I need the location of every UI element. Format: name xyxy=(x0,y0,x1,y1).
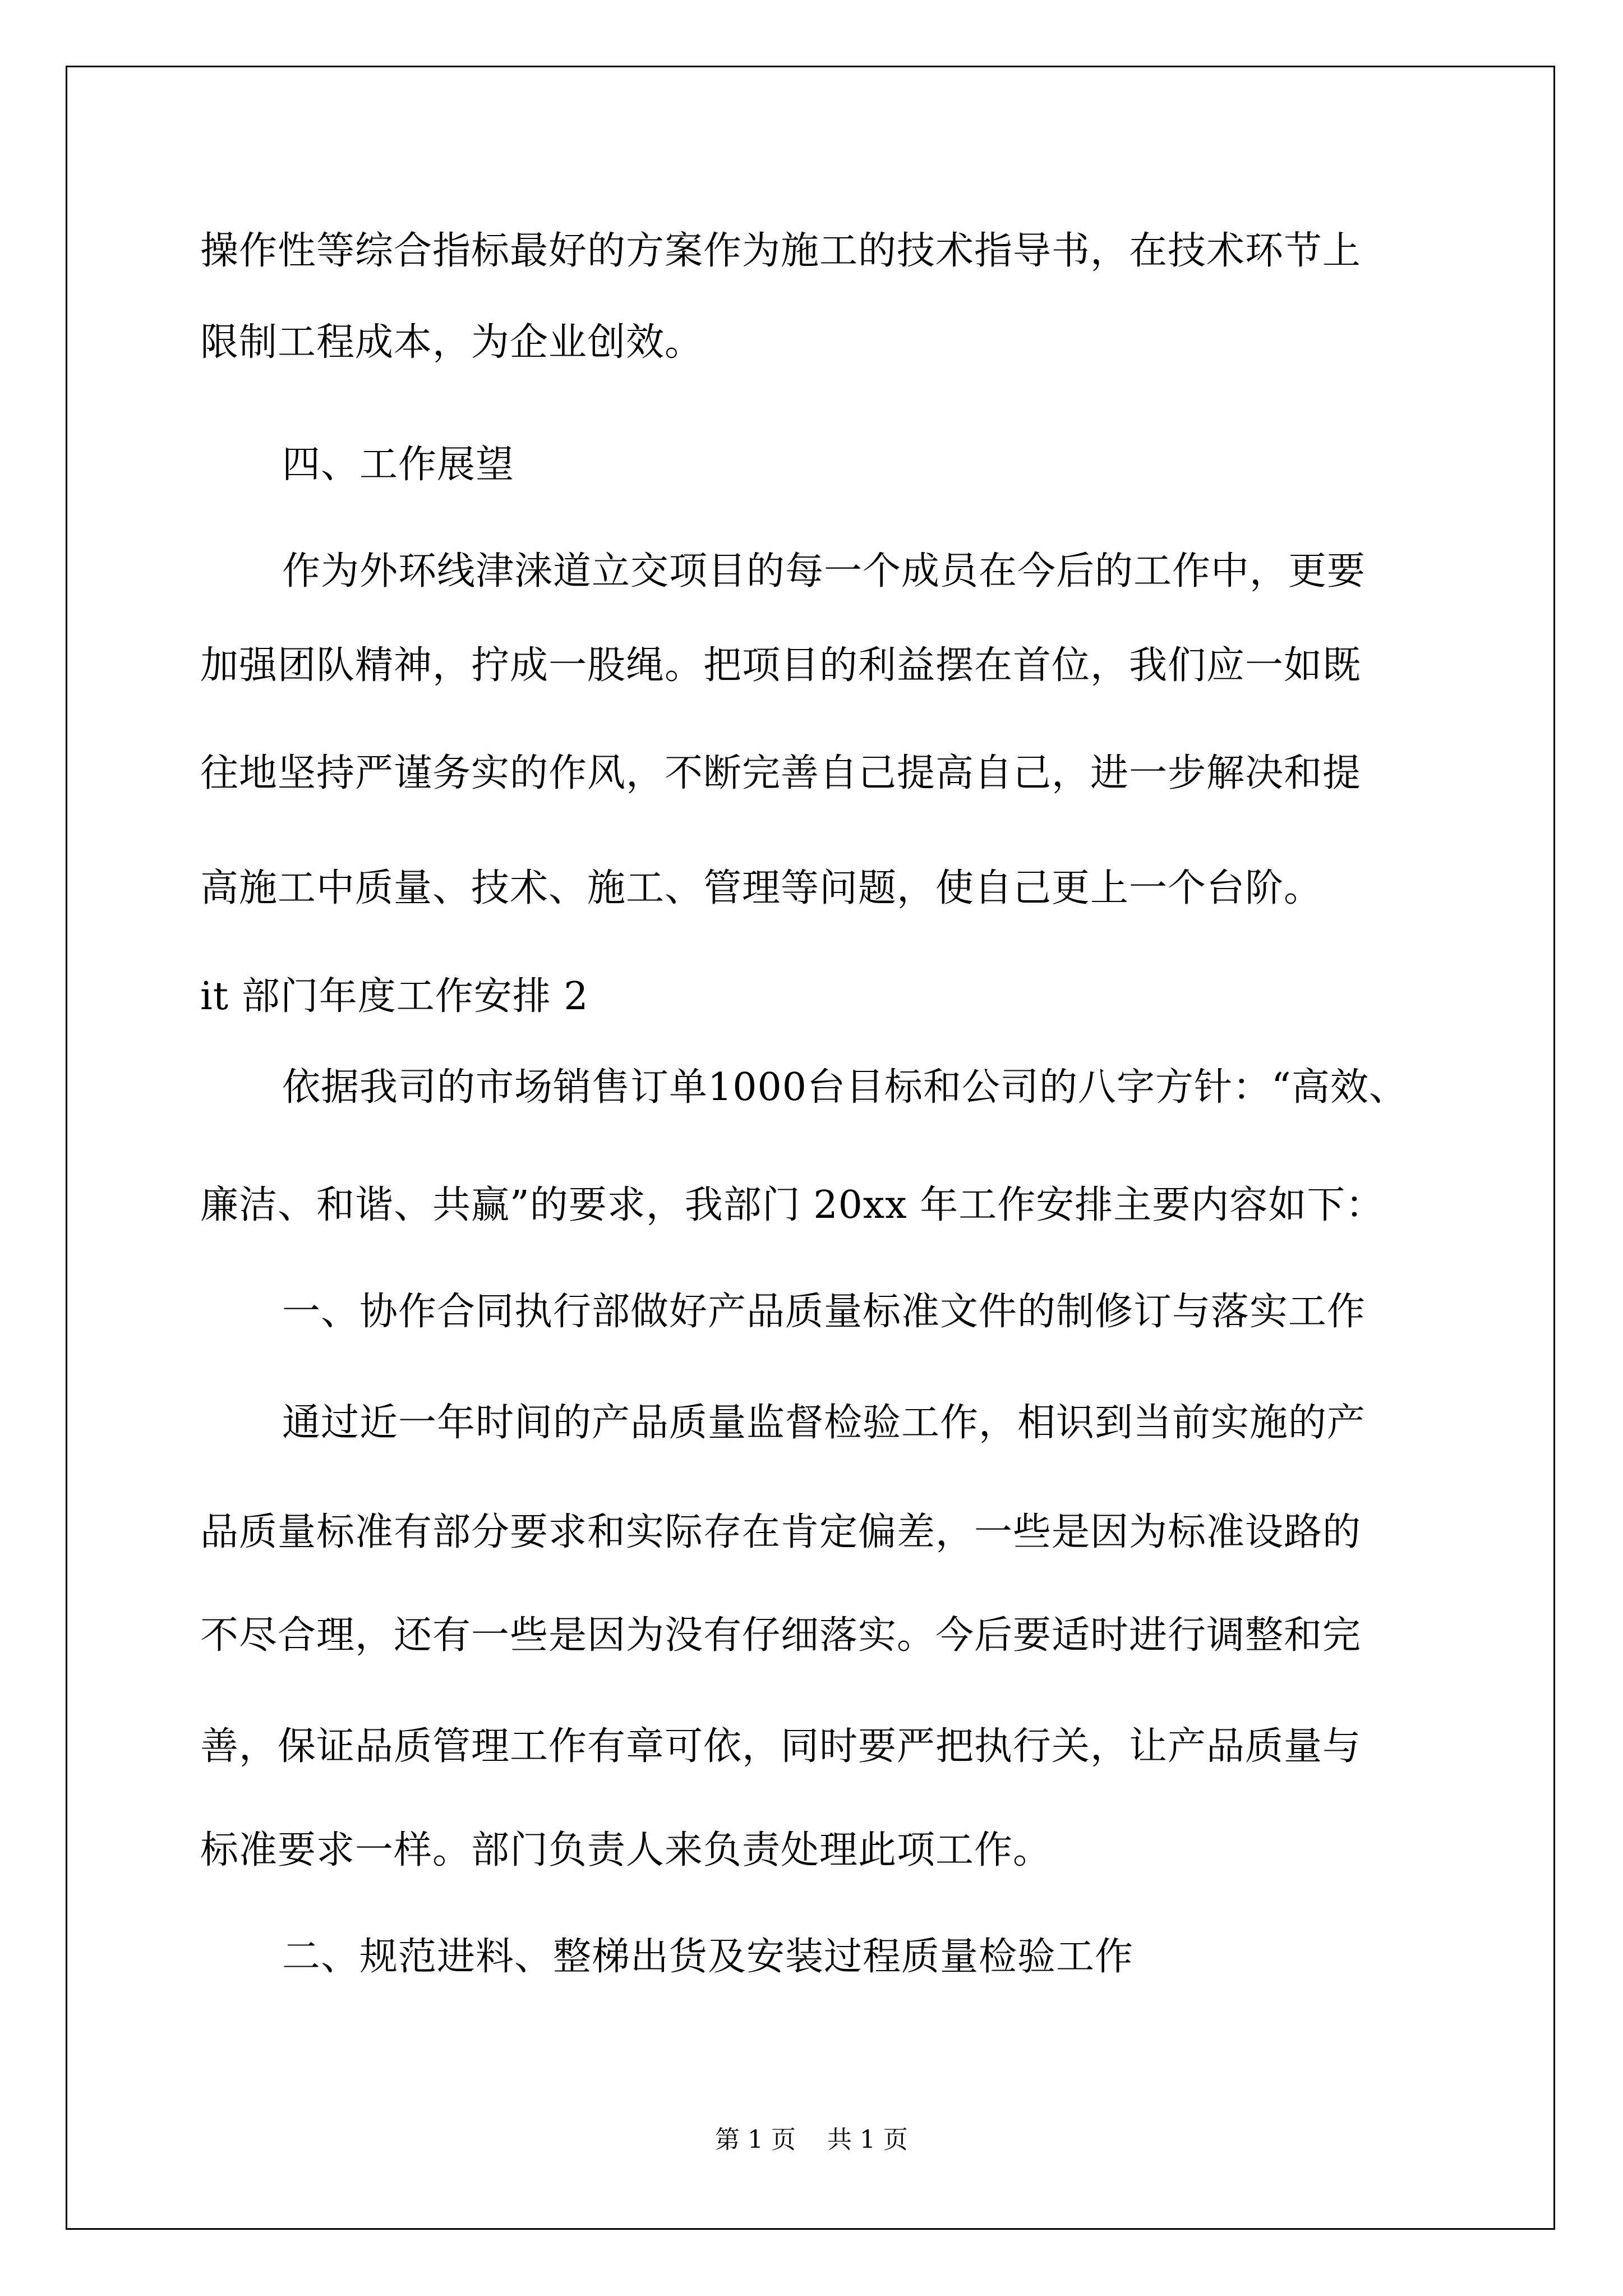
body-text-line: 作为外环线津涞道立交项目的每一个成员在今后的工作中，更要 xyxy=(282,549,1366,593)
body-text-line: 往地坚持严谨务实的作风，不断完善自己提高自己，进一步解决和提 xyxy=(200,751,1362,795)
section-heading: 四、工作展望 xyxy=(282,443,515,487)
body-text-line: 标准要求一样。部门负责人来负责处理此项工作。 xyxy=(200,1828,1052,1872)
body-text-line: 依据我司的市场销售订单1000台目标和公司的八字方针：“高效、 xyxy=(282,1065,1408,1110)
body-text-line: 品质量标准有部分要求和实际存在肯定偏差，一些是因为标准设路的 xyxy=(200,1510,1362,1554)
body-text-line: 高施工中质量、技术、施工、管理等问题，使自己更上一个台阶。 xyxy=(200,866,1323,910)
body-text-line: 廉洁、和谐、共赢”的要求，我部门 20xx 年工作安排主要内容如下： xyxy=(200,1183,1385,1227)
document-title: it 部门年度工作安排 2 xyxy=(200,974,589,1019)
page-border xyxy=(66,66,1555,2230)
section-heading: 二、规范进料、整梯出货及安装过程质量检验工作 xyxy=(282,1935,1134,1979)
body-text-line: 通过近一年时间的产品质量监督检验工作，相识到当前实施的产 xyxy=(282,1401,1366,1445)
body-text-line: 加强团队精神，拧成一股绳。把项目的利益摆在首位，我们应一如既 xyxy=(200,643,1362,688)
body-text-line: 善，保证品质管理工作有章可依，同时要严把执行关，让产品质量与 xyxy=(200,1724,1362,1769)
body-text-line: 操作性等综合指标最好的方案作为施工的技术指导书，在技术环节上 xyxy=(200,229,1362,273)
section-heading: 一、协作合同执行部做好产品质量标准文件的制修订与落实工作 xyxy=(282,1290,1366,1334)
page-footer: 第 1 页 共 1 页 xyxy=(715,2125,908,2154)
body-text-line: 不尽合理，还有一些是因为没有仔细落实。今后要适时进行调整和完 xyxy=(200,1613,1362,1658)
body-text-line: 限制工程成本，为企业创效。 xyxy=(200,320,704,365)
